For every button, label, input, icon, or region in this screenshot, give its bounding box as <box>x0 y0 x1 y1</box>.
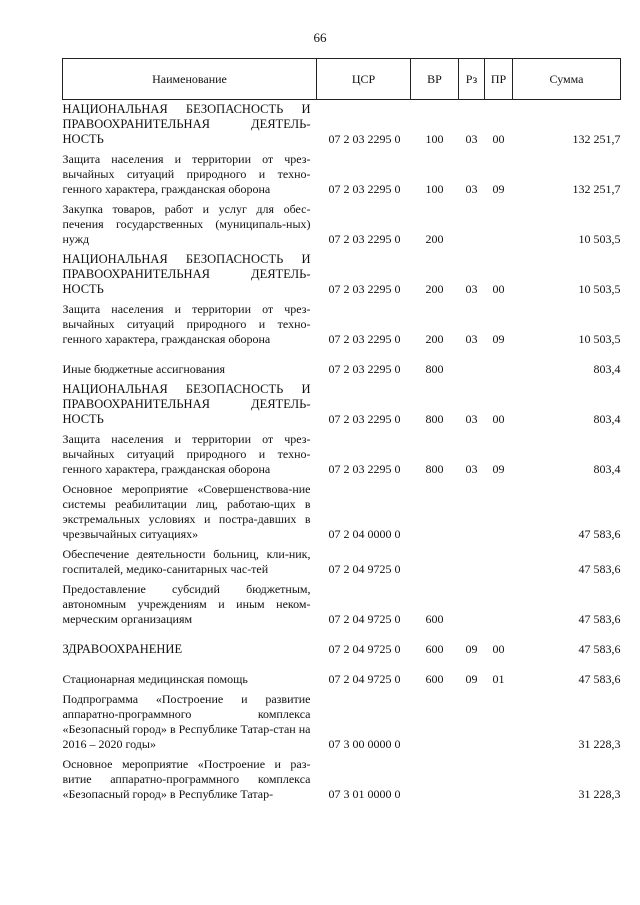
row-pr <box>485 692 513 757</box>
row-sum: 132 251,7 <box>572 182 621 196</box>
table-row <box>63 302 621 352</box>
table-row <box>63 692 621 757</box>
row-rz: 03 <box>465 412 478 426</box>
table-row <box>63 202 621 252</box>
row-csr: 07 2 03 2295 0 <box>328 412 401 426</box>
table-row <box>63 432 621 482</box>
row-pr <box>485 547 513 582</box>
row-name: Защита населения и территории от чрез-вычайных ситуаций природного и техно-генного характера, гражданская оборона <box>62 152 311 196</box>
header-vr: ВР <box>411 59 459 100</box>
row-pr: 00 <box>492 642 505 656</box>
row-name: Основное мероприятие «Построение и раз-витие аппаратно-программного комплекса «Безопасный город» в Республике Татар- <box>62 757 311 801</box>
row-csr: 07 2 04 0000 0 <box>328 527 401 541</box>
row-vr: 800 <box>425 362 444 376</box>
table-header-row <box>63 59 621 100</box>
row-sum: 47 583,6 <box>578 612 621 626</box>
table-row <box>63 100 621 153</box>
table-row <box>63 482 621 547</box>
row-sum: 47 583,6 <box>578 642 621 656</box>
header-sum: Сумма <box>513 59 621 100</box>
row-rz <box>459 582 485 632</box>
row-name: Иные бюджетные ассигнования <box>62 362 225 376</box>
header-rz: Рз <box>459 59 485 100</box>
page-number: 66 <box>313 30 327 45</box>
row-csr: 07 2 03 2295 0 <box>328 282 401 296</box>
row-name: Защита населения и территории от чрез-вычайных ситуаций природного и техно-генного характера, гражданская оборона <box>62 302 311 346</box>
row-vr <box>411 482 459 547</box>
row-vr <box>411 757 459 807</box>
table-row <box>63 152 621 202</box>
row-csr: 07 2 04 9725 0 <box>328 642 401 656</box>
row-name: Основное мероприятие «Совершенствова-ние системы реабилитации лиц, работаю-щих в экстремальных условиях и постра-давших в чрезвычайных ситуациях» <box>62 482 311 541</box>
row-pr: 09 <box>492 332 505 346</box>
row-csr: 07 2 03 2295 0 <box>328 232 401 246</box>
row-sum: 10 503,5 <box>578 232 621 246</box>
row-name: Закупка товаров, работ и услуг для обес-печения государственных (муниципаль-ных) нужд <box>62 202 311 246</box>
row-pr <box>485 202 513 252</box>
row-sum: 47 583,6 <box>578 672 621 686</box>
row-rz: 09 <box>465 672 478 686</box>
row-sum: 803,4 <box>593 362 621 376</box>
row-vr: 200 <box>425 232 444 246</box>
row-vr <box>411 692 459 757</box>
header-csr: ЦСР <box>317 59 411 100</box>
row-name: Обеспечение деятельности больниц, кли-ник, госпиталей, медико-санитарных час-тей <box>62 547 311 576</box>
row-vr: 200 <box>425 282 444 296</box>
row-sum: 803,4 <box>593 462 621 476</box>
row-vr: 200 <box>425 332 444 346</box>
row-vr: 800 <box>425 412 444 426</box>
row-vr: 800 <box>425 462 444 476</box>
row-vr: 100 <box>425 182 444 196</box>
row-rz <box>459 547 485 582</box>
row-rz: 03 <box>465 182 478 196</box>
row-vr: 600 <box>425 612 444 626</box>
row-rz <box>459 757 485 807</box>
row-rz <box>459 692 485 757</box>
row-vr <box>411 547 459 582</box>
row-sum: 47 583,6 <box>578 527 621 541</box>
row-sum: 47 583,6 <box>578 562 621 576</box>
row-sum: 10 503,5 <box>578 332 621 346</box>
table-row <box>63 582 621 632</box>
row-csr: 07 2 04 9725 0 <box>328 612 401 626</box>
row-vr: 600 <box>425 642 444 656</box>
header-name: Наименование <box>63 59 317 100</box>
row-csr: 07 2 03 2295 0 <box>328 362 401 376</box>
table-row <box>63 757 621 807</box>
row-pr <box>485 482 513 547</box>
row-name: НАЦИОНАЛЬНАЯ БЕЗОПАСНОСТЬ И ПРАВООХРАНИТЕЛЬНАЯ ДЕЯТЕЛЬ-НОСТЬ <box>62 252 311 296</box>
row-sum: 10 503,5 <box>578 282 621 296</box>
row-sum: 803,4 <box>593 412 621 426</box>
row-csr: 07 3 01 0000 0 <box>328 787 401 801</box>
row-csr: 07 2 03 2295 0 <box>328 132 401 146</box>
row-pr <box>485 582 513 632</box>
row-rz <box>459 202 485 252</box>
table-row <box>63 352 621 382</box>
row-sum: 31 228,3 <box>578 787 621 801</box>
row-name: НАЦИОНАЛЬНАЯ БЕЗОПАСНОСТЬ И ПРАВООХРАНИТЕЛЬНАЯ ДЕЯТЕЛЬ-НОСТЬ <box>62 102 311 146</box>
row-rz: 03 <box>465 132 478 146</box>
table-row <box>63 547 621 582</box>
row-rz <box>459 352 485 382</box>
table-row <box>63 382 621 432</box>
table-row <box>63 252 621 302</box>
row-pr <box>485 757 513 807</box>
table-row <box>63 632 621 662</box>
row-sum: 31 228,3 <box>578 737 621 751</box>
budget-table <box>62 58 621 807</box>
row-rz: 03 <box>465 332 478 346</box>
row-name: НАЦИОНАЛЬНАЯ БЕЗОПАСНОСТЬ И ПРАВООХРАНИТЕЛЬНАЯ ДЕЯТЕЛЬ-НОСТЬ <box>62 382 311 426</box>
table-row <box>63 662 621 692</box>
row-rz: 03 <box>465 462 478 476</box>
row-pr: 00 <box>492 132 505 146</box>
row-pr: 09 <box>492 182 505 196</box>
row-name: Подпрограмма «Построение и развитие аппаратно-программного комплекса «Безопасный город» в Республике Татар-стан на 2016 – 2020 годы» <box>62 692 311 751</box>
row-csr: 07 2 04 9725 0 <box>328 672 401 686</box>
row-name: Защита населения и территории от чрез-вычайных ситуаций природного и техно-генного характера, гражданская оборона <box>62 432 311 476</box>
row-name: Предоставление субсидий бюджетным, автономным учреждениям и иным неком-мерческим организациям <box>62 582 311 626</box>
row-name: ЗДРАВООХРАНЕНИЕ <box>62 642 183 656</box>
row-name: Стационарная медицинская помощь <box>62 672 248 686</box>
row-rz: 03 <box>465 282 478 296</box>
row-pr: 00 <box>492 282 505 296</box>
header-pr: ПР <box>485 59 513 100</box>
row-pr <box>485 352 513 382</box>
row-csr: 07 2 04 9725 0 <box>328 562 401 576</box>
row-csr: 07 2 03 2295 0 <box>328 332 401 346</box>
row-csr: 07 3 00 0000 0 <box>328 737 401 751</box>
row-rz: 09 <box>465 642 478 656</box>
row-csr: 07 2 03 2295 0 <box>328 462 401 476</box>
row-rz <box>459 482 485 547</box>
row-vr: 600 <box>425 672 444 686</box>
row-pr: 00 <box>492 412 505 426</box>
row-pr: 09 <box>492 462 505 476</box>
row-csr: 07 2 03 2295 0 <box>328 182 401 196</box>
row-sum: 132 251,7 <box>572 132 621 146</box>
row-pr: 01 <box>492 672 505 686</box>
row-vr: 100 <box>425 132 444 146</box>
